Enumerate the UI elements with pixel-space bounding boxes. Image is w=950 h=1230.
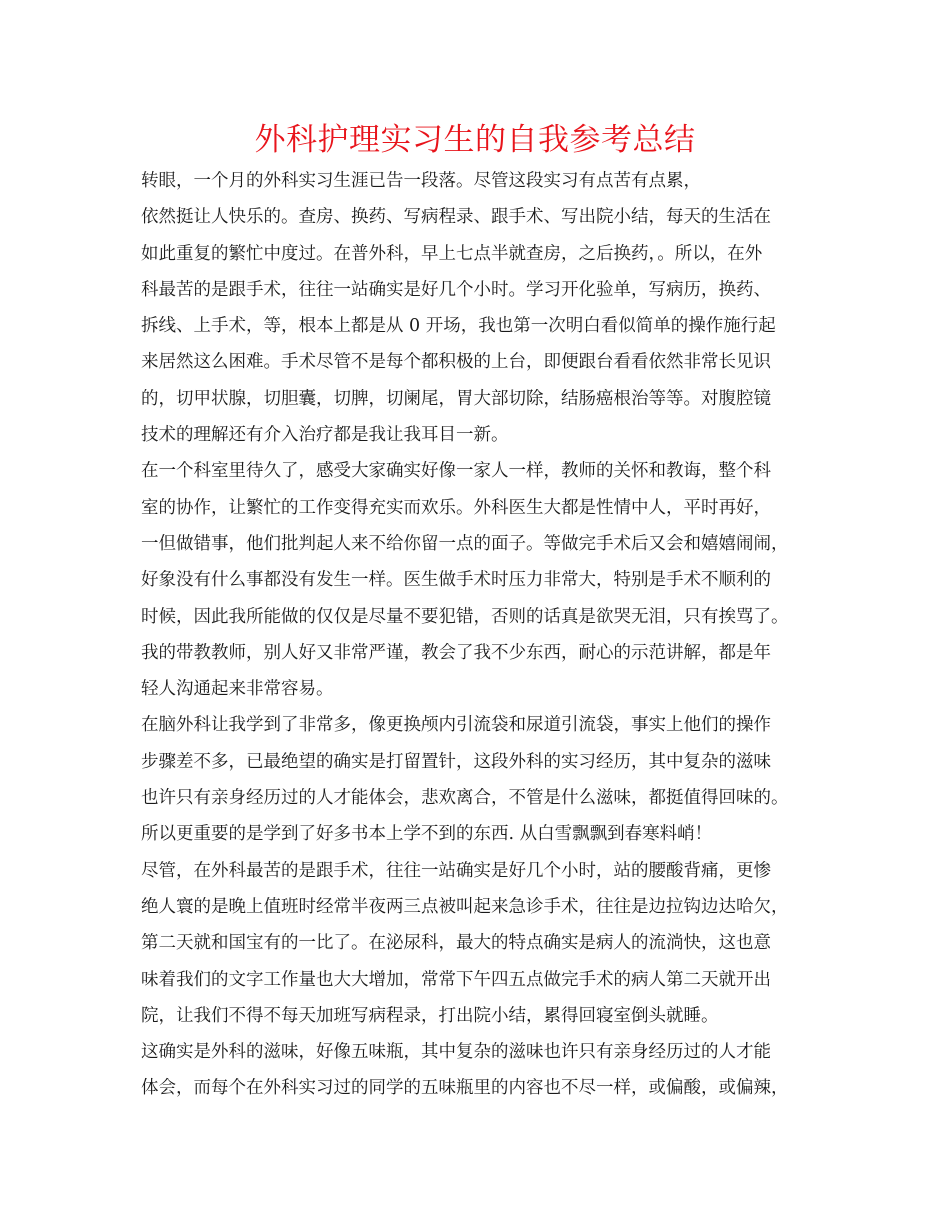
text-line: 来居然这么困难。手术尽管不是每个都积极的上台，即便跟台看看依然非常长见识 [141, 352, 771, 373]
text-line: 味着我们的文字工作量也大大增加，常常下午四五点做完手术的病人第二天就开出 [141, 969, 771, 990]
text-line: 所以更重要的是学到了好多书本上学不到的东西. 从白雪飘飘到春寒料峭！ [141, 824, 713, 845]
text-line: 时候，因此我所能做的仅仅是尽量不要犯错，否则的话真是欲哭无泪，只有挨骂了。 [141, 606, 789, 627]
document-title: 外科护理实习生的自我参考总结 [254, 122, 696, 158]
text-line: 我的带教教师，别人好又非常严谨，教会了我不少东西，耐心的示范讲解，都是年 [141, 642, 771, 663]
text-line: 轻人沟通起来非常容易。 [141, 679, 334, 700]
text-line: 转眼，一个月的外科实习生涯已告一段落。尽管这段实习有点苦有点累， [141, 171, 701, 191]
text-line: 好象没有什么事都没有发生一样。医生做手术时压力非常大，特别是手术不顺利的 [141, 570, 771, 591]
text-line: 在脑外科让我学到了非常多，像更换颅内引流袋和尿道引流袋，事实上他们的操作 [141, 715, 771, 736]
text-line: 这确实是外科的滋味，好像五味瓶，其中复杂的滋味也许只有亲身经历过的人才能 [141, 1042, 771, 1063]
text-line: 第二天就和国宝有的一比了。在泌尿科，最大的特点确实是病人的流淌快，这也意 [141, 933, 771, 954]
document-body [141, 163, 831, 1107]
text-line: 依然挺让人快乐的。查房、换药、写病程录、跟手术、写出院小结，每天的生活在 [141, 207, 771, 228]
text-line: 技术的理解还有介入治疗都是我让我耳目一新。 [141, 425, 509, 446]
text-line: 室的协作，让繁忙的工作变得充实而欢乐。外科医生大都是性情中人，平时再好， [141, 497, 771, 518]
text-line: 的，切甲状腺，切胆囊，切脾，切阑尾，胃大部切除，结肠癌根治等等。对腹腔镜 [141, 388, 771, 409]
text-line: 在一个科室里待久了，感受大家确实好像一家人一样，教师的关怀和教诲，整个科 [141, 461, 771, 482]
text-line: 体会，而每个在外科实习过的同学的五味瓶里的内容也不尽一样，或偏酸，或偏辣， [141, 1078, 789, 1099]
text-line: 一但做错事，他们批判起人来不给你留一点的面子。等做完手术后又会和嬉嬉闹闹， [141, 533, 789, 554]
text-line: 院，让我们不得不每天加班写病程录，打出院小结，累得回寝室倒头就睡。 [141, 1005, 719, 1026]
text-line: 如此重复的繁忙中度过。在普外科，早上七点半就查房，之后换药，。所以，在外 [141, 243, 763, 264]
text-line: 也许只有亲身经历过的人才能体会，悲欢离合，不管是什么滋味，都挺值得回味的。 [141, 788, 789, 809]
text-line: 步骤差不多，已最绝望的确实是打留置针，这段外科的实习经历，其中复杂的滋味 [141, 751, 771, 772]
text-line: 拆线、上手术，等，根本上都是从 0 开场，我也第一次明白看似简单的操作施行起 [141, 316, 776, 337]
text-line: 绝人寰的是晚上值班时经常半夜两三点被叫起来急诊手术，往往是边拉钩边达哈欠， [141, 896, 789, 917]
text-line: 科最苦的是跟手术，往往一站确实是好几个小时。学习开化验单，写病历，换药、 [141, 279, 771, 300]
text-line: 尽管，在外科最苦的是跟手术，往往一站确实是好几个小时，站的腰酸背痛，更惨 [141, 860, 771, 881]
